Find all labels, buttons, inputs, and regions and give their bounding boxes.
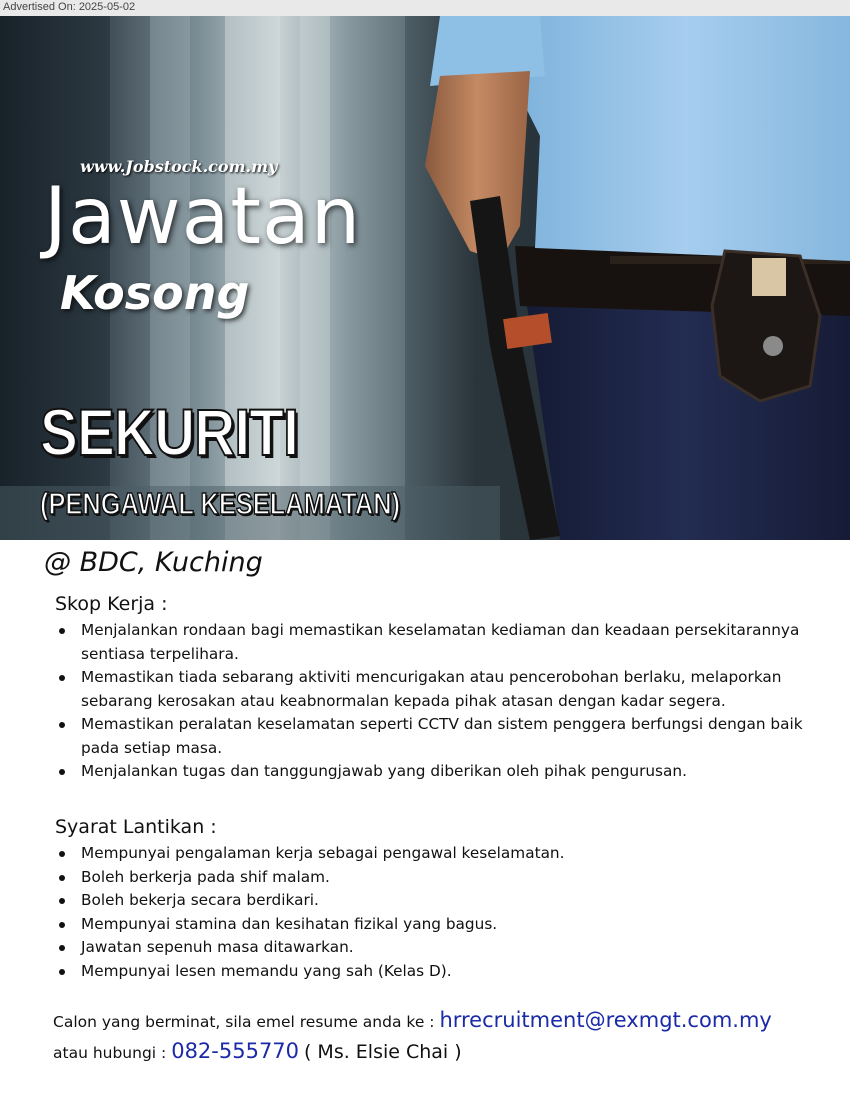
title-kosong: Kosong: [60, 266, 250, 320]
contact-person: ( Ms. Elsie Chai ): [303, 1041, 462, 1063]
list-item: Menjalankan tugas dan tanggungjawab yang diberikan oleh pihak pengurusan.: [55, 760, 845, 784]
position-subtitle: (PENGAWAL KESELAMATAN): [40, 486, 401, 521]
list-item: Menjalankan rondaan bagi memastikan keselamatan kediaman dan keadaan persekitarannya sentiasa terpelihara.: [55, 619, 845, 666]
contact-phone-line: [53, 1039, 462, 1063]
scope-list: [55, 619, 845, 784]
site-url-watermark: www.Jobstock.com.my: [80, 157, 278, 176]
list-item: Memastikan peralatan keselamatan seperti CCTV dan sistem penggera berfungsi dengan baik pada setiap masa.: [55, 713, 845, 760]
list-item: Memastikan tiada sebarang aktiviti mencurigakan atau pencerobohan berlaku, melaporkan sebarang kerosakan atau keabnormalan kepada pihak atasan dengan kadar segera.: [55, 666, 845, 713]
title-jawatan: Jawatan: [44, 172, 362, 262]
list-item: Mempunyai pengalaman kerja sebagai pengawal keselamatan.: [55, 842, 845, 866]
advertised-on-label: Advertised On: 2025-05-02: [0, 0, 850, 16]
list-item: Boleh berkerja pada shif malam.: [55, 866, 845, 890]
email-prefix: Calon yang berminat, sila emel resume anda ke :: [53, 1013, 435, 1031]
contact-phone-link[interactable]: 082-555770: [171, 1039, 300, 1063]
job-location: @ BDC, Kuching: [44, 547, 263, 578]
contact-email-link[interactable]: hrrecruitment@rexmgt.com.my: [439, 1008, 772, 1032]
list-item: Boleh bekerja secara berdikari.: [55, 889, 845, 913]
requirements-heading: Syarat Lantikan :: [55, 816, 217, 838]
position-title: SEKURITI: [40, 395, 299, 469]
scope-heading: Skop Kerja :: [55, 593, 168, 615]
contact-email-line: [53, 1008, 772, 1032]
requirements-list: [55, 842, 845, 983]
list-item: Mempunyai lesen memandu yang sah (Kelas D).: [55, 960, 845, 984]
list-item: Jawatan sepenuh masa ditawarkan.: [55, 936, 845, 960]
hero-banner: [0, 16, 850, 540]
phone-prefix: atau hubungi :: [53, 1044, 167, 1062]
list-item: Mempunyai stamina dan kesihatan fizikal yang bagus.: [55, 913, 845, 937]
